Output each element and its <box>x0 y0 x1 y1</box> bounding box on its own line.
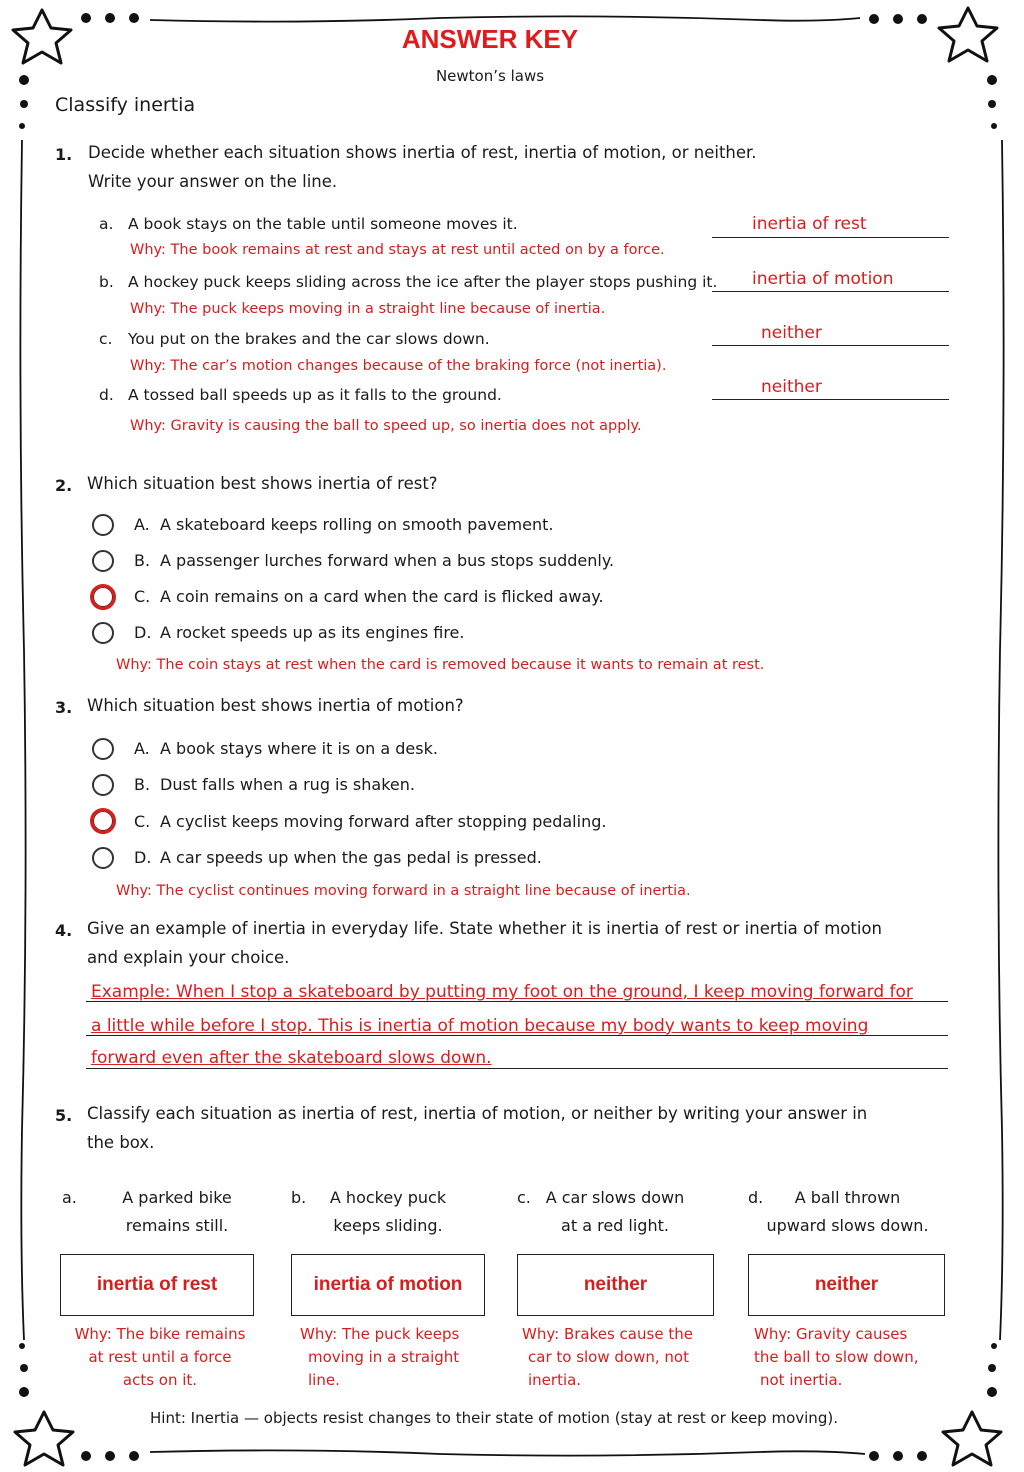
item-letter: a. <box>99 215 114 233</box>
question-number: 1. <box>55 145 73 164</box>
item-text: A tossed ball speeds up as it falls to the ground. <box>128 386 502 404</box>
question-number: 3. <box>55 698 73 717</box>
question-text: Which situation best shows inertia of motion? <box>87 696 464 715</box>
option-letter: B. <box>134 775 151 794</box>
situation-line: A car slows down <box>545 1188 685 1207</box>
why-text: Why: The book remains at rest and stays at rest until acted on by a force. <box>130 242 665 258</box>
why-line: Why: Brakes cause the <box>522 1325 693 1343</box>
answer-text: Example: When I stop a skateboard by putting my foot on the ground, I keep moving forward for <box>91 982 913 1002</box>
section-title: Classify inertia <box>55 94 196 116</box>
answer-text: a little while before I stop. This is inertia of motion because my body wants to keep moving <box>91 1016 869 1036</box>
option-text: A cyclist keeps moving forward after stopping pedaling. <box>160 812 607 831</box>
answer-text: forward even after the skateboard slows down. <box>91 1048 492 1068</box>
why-line: not inertia. <box>760 1371 843 1389</box>
answer-text: neither <box>761 377 822 397</box>
why-text: Why: The coin stays at rest when the card is removed because it wants to remain at rest. <box>116 657 765 673</box>
question-number: 5. <box>55 1106 73 1125</box>
answer-box[interactable]: inertia of rest <box>60 1254 254 1316</box>
why-line: inertia. <box>528 1371 582 1389</box>
option-text: A rocket speeds up as its engines fire. <box>160 623 465 642</box>
situation-line: A ball thrown <box>794 1188 901 1207</box>
option-text: Dust falls when a rug is shaken. <box>160 775 415 794</box>
situation-text <box>760 1184 935 1240</box>
option-text: A book stays where it is on a desk. <box>160 739 438 758</box>
option-letter: C. <box>134 587 151 606</box>
option-letter: A. <box>134 739 150 758</box>
option-letter: C. <box>134 812 151 831</box>
why-line: the ball to slow down, <box>754 1348 919 1366</box>
question-text-line: the box. <box>87 1133 155 1152</box>
radio-option[interactable] <box>92 550 114 572</box>
item-text: A book stays on the table until someone moves it. <box>128 215 518 233</box>
answer-text: neither <box>761 323 822 343</box>
why-line: Why: The bike remains <box>74 1325 246 1343</box>
question-number: 2. <box>55 476 73 495</box>
hint-text: Hint: Inertia — objects resist changes to their state of motion (stay at rest or keep moving). <box>150 1409 838 1427</box>
radio-option[interactable] <box>92 847 114 869</box>
situation-text <box>318 1184 458 1240</box>
why-text <box>522 1323 712 1392</box>
option-letter: A. <box>134 515 150 534</box>
answer-text: inertia of rest <box>752 214 867 234</box>
why-line: Why: The puck keeps <box>300 1325 460 1343</box>
radio-option[interactable] <box>92 774 114 796</box>
option-text: A skateboard keeps rolling on smooth pavement. <box>160 515 554 534</box>
question-number: 4. <box>55 921 73 940</box>
option-letter: D. <box>134 623 152 642</box>
why-line: moving in a straight <box>308 1348 460 1366</box>
question-text: Which situation best shows inertia of rest? <box>87 474 438 493</box>
situation-text <box>92 1184 262 1240</box>
radio-option[interactable] <box>92 514 114 536</box>
page-title: ANSWER KEY <box>401 24 579 54</box>
answer-line[interactable] <box>712 325 949 346</box>
option-text: A coin remains on a card when the card is flicked away. <box>160 587 604 606</box>
item-text: You put on the brakes and the car slows down. <box>128 330 490 348</box>
situation-line: upward slows down. <box>766 1216 929 1235</box>
why-text: Why: Gravity is causing the ball to speed up, so inertia does not apply. <box>130 418 642 434</box>
answer-box[interactable]: inertia of motion <box>291 1254 485 1316</box>
item-letter: c. <box>99 330 113 348</box>
page-subtitle: Newton’s laws <box>435 67 545 85</box>
answer-text: inertia of motion <box>752 269 894 289</box>
option-letter: D. <box>134 848 152 867</box>
why-line: Why: Gravity causes <box>754 1325 908 1343</box>
option-text: A car speeds up when the gas pedal is pressed. <box>160 848 542 867</box>
why-text <box>754 1323 944 1392</box>
item-letter: b. <box>291 1188 307 1207</box>
item-text: A hockey puck keeps sliding across the ice after the player stops pushing it. <box>128 273 718 291</box>
item-letter: b. <box>99 273 114 291</box>
situation-text <box>540 1184 690 1240</box>
why-text <box>60 1323 260 1392</box>
radio-option[interactable] <box>92 622 114 644</box>
radio-option-selected[interactable] <box>90 584 116 610</box>
why-text: Why: The puck keeps moving in a straight line because of inertia. <box>130 301 606 317</box>
why-text <box>300 1323 480 1392</box>
situation-line: remains still. <box>125 1216 229 1235</box>
why-text: Why: The car’s motion changes because of the braking force (not inertia). <box>130 358 667 374</box>
situation-line: A hockey puck <box>329 1188 447 1207</box>
why-line: car to slow down, not <box>528 1348 689 1366</box>
why-line: at rest until a force <box>88 1348 232 1366</box>
radio-option[interactable] <box>92 738 114 760</box>
question-text-line: and explain your choice. <box>87 948 290 967</box>
situation-line: at a red light. <box>561 1216 669 1235</box>
question-text <box>87 914 882 972</box>
answer-box[interactable]: neither <box>517 1254 714 1316</box>
answer-line[interactable] <box>712 379 949 400</box>
item-letter: c. <box>517 1188 531 1207</box>
option-text: A passenger lurches forward when a bus stops suddenly. <box>160 551 615 570</box>
situation-line: keeps sliding. <box>333 1216 443 1235</box>
situation-line: A parked bike <box>122 1188 232 1207</box>
question-text <box>88 138 757 196</box>
option-letter: B. <box>134 551 151 570</box>
item-letter: a. <box>62 1188 77 1207</box>
question-text-line: Decide whether each situation shows inertia of rest, inertia of motion, or neither. <box>88 143 757 162</box>
radio-option-selected[interactable] <box>90 808 116 834</box>
item-letter: d. <box>748 1188 764 1207</box>
question-text-line: Write your answer on the line. <box>88 172 338 191</box>
answer-line[interactable] <box>86 1068 948 1069</box>
why-line: acts on it. <box>122 1371 198 1389</box>
item-letter: d. <box>99 386 114 404</box>
question-text-line: Give an example of inertia in everyday life. State whether it is inertia of rest or inertia of motion <box>87 919 882 938</box>
question-text-line: Classify each situation as inertia of rest, inertia of motion, or neither by writing your answer in <box>87 1104 868 1123</box>
question-text <box>87 1099 867 1157</box>
why-line: line. <box>308 1371 340 1389</box>
why-text: Why: The cyclist continues moving forward in a straight line because of inertia. <box>116 883 691 899</box>
answer-box[interactable]: neither <box>748 1254 945 1316</box>
